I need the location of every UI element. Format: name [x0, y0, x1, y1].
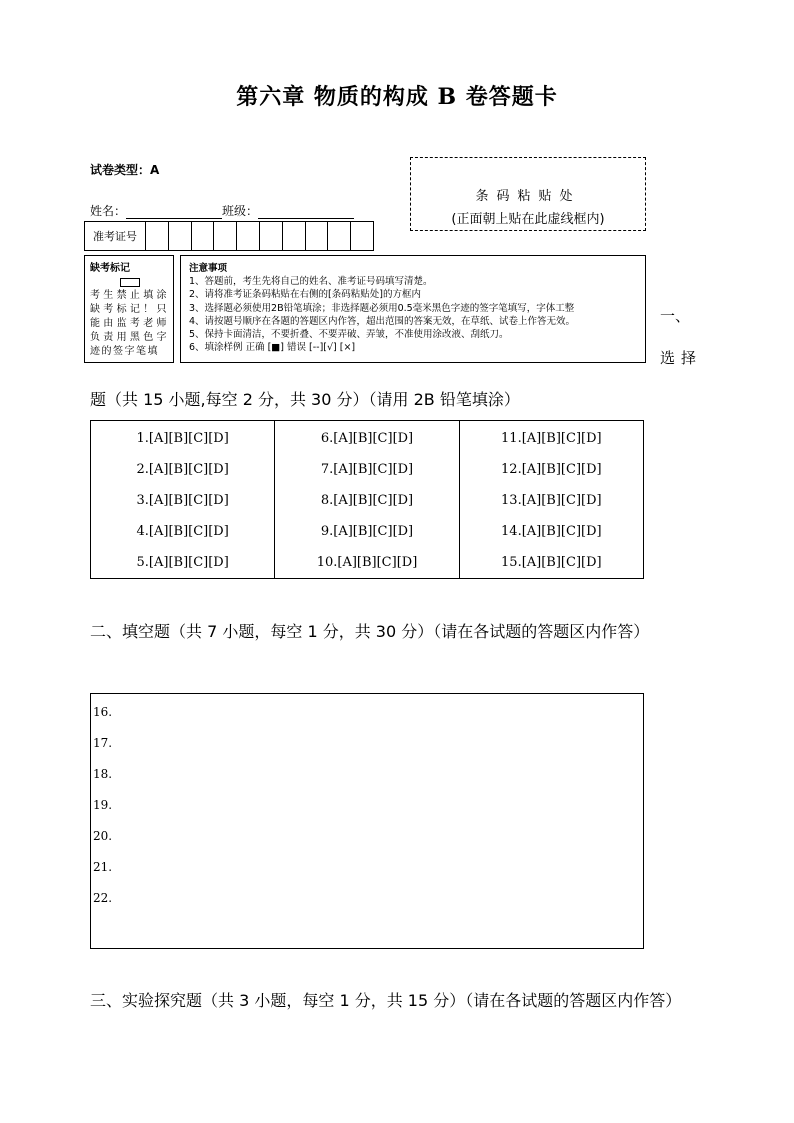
choice-item[interactable]: 11.[A][B][C][D] — [501, 431, 602, 446]
notes-heading: 注意事项 — [189, 263, 228, 274]
section2-heading: 二、填空题（共 7 小题，每空 1 分，共 30 分）（请在各试题的答题区内作答） — [90, 622, 650, 641]
fill-answer-box[interactable] — [90, 693, 644, 949]
exam-number-label: 准考证号 — [85, 222, 146, 250]
notes-line: 3、选择题必须使用2B铅笔填涂；非选择题必须用0.5毫米黑色字迹的签字笔填写，字体工整 — [189, 302, 575, 314]
exam-number-cell[interactable] — [214, 222, 237, 250]
barcode-hint: (正面朝上贴在此虚线框内) — [451, 212, 605, 227]
exam-number-cell[interactable] — [260, 222, 283, 250]
fill-item: 21. — [93, 860, 113, 874]
class-label: 班级： — [222, 204, 259, 218]
fill-item: 22. — [93, 891, 113, 905]
choice-column — [91, 421, 275, 578]
choice-item[interactable]: 1.[A][B][C][D] — [136, 431, 229, 446]
name-field[interactable] — [126, 206, 222, 219]
exam-number-cell[interactable] — [192, 222, 215, 250]
choice-column — [460, 421, 643, 578]
name-class-line — [90, 202, 354, 219]
choice-item[interactable]: 15.[A][B][C][D] — [501, 555, 602, 570]
choice-item[interactable]: 3.[A][B][C][D] — [136, 493, 229, 508]
exam-number-cell[interactable] — [237, 222, 260, 250]
paper-type: 试卷类型：A — [90, 163, 160, 177]
choice-item[interactable]: 14.[A][B][C][D] — [501, 524, 602, 539]
barcode-title: 条码粘贴处 — [475, 189, 581, 204]
notes-line: 2、请将准考证条码粘贴在右侧的[条码粘贴处]的方框内 — [189, 289, 421, 301]
notes-box — [180, 255, 646, 363]
notes-line: 1、答题前，考生先将自己的姓名、准考证号码填写清楚。 — [189, 276, 433, 288]
exam-number-cell[interactable] — [328, 222, 351, 250]
choice-item[interactable]: 7.[A][B][C][D] — [320, 462, 414, 477]
section1-title-rest: 题（共 15 小题,每空 2 分，共 30 分）（请用 2B 铅笔填涂） — [90, 390, 520, 409]
section3-heading: 三、实验探究题（共 3 小题，每空 1 分，共 15 分）（请在各试题的答题区内作答） — [90, 991, 682, 1010]
section1-title-start: 选择 — [660, 349, 703, 367]
exam-number-cell[interactable] — [351, 222, 373, 250]
absent-heading: 缺考标记 — [90, 263, 130, 274]
absent-description: 考生禁止填涂缺考标记！只能由监考老师负责用黑色字迹的签字笔填 — [90, 290, 168, 357]
fill-item: 18. — [93, 767, 113, 781]
fill-item: 17. — [93, 736, 113, 750]
name-label: 姓名： — [90, 204, 127, 218]
choice-item[interactable]: 5.[A][B][C][D] — [136, 555, 229, 570]
choice-item[interactable]: 4.[A][B][C][D] — [136, 524, 229, 539]
choice-item[interactable]: 8.[A][B][C][D] — [320, 493, 414, 508]
section1-number: 一、 — [660, 307, 691, 325]
choice-item[interactable]: 9.[A][B][C][D] — [320, 524, 414, 539]
exam-number-cell[interactable] — [283, 222, 306, 250]
class-field[interactable] — [258, 206, 354, 219]
notes-line: 6、填涂样例 正确 [■] 错误 [--][√] [×] — [189, 342, 356, 354]
exam-number-cell[interactable] — [306, 222, 329, 250]
absent-checkbox[interactable] — [120, 278, 140, 287]
notes-line: 4、请按题号顺序在各题的答题区内作答，超出范围的答案无效，在草纸、试卷上作答无效。 — [189, 315, 576, 327]
choice-item[interactable]: 12.[A][B][C][D] — [501, 462, 602, 477]
choice-answer-table — [90, 420, 644, 579]
exam-number-cell[interactable] — [169, 222, 192, 250]
fill-item: 16. — [93, 705, 113, 719]
notes-line: 5、保持卡面清洁，不要折叠、不要弄破、弄皱，不准使用涂改液、刮纸刀。 — [189, 329, 509, 341]
choice-column — [275, 421, 459, 578]
choice-item[interactable]: 13.[A][B][C][D] — [501, 493, 602, 508]
choice-item[interactable]: 6.[A][B][C][D] — [320, 431, 414, 446]
fill-item: 20. — [93, 829, 113, 843]
absent-mark-box — [84, 255, 174, 363]
exam-number-grid — [84, 221, 374, 251]
barcode-area — [410, 157, 646, 231]
fill-item: 19. — [93, 798, 113, 812]
page-title: 第六章 物质的构成 B 卷答题卡 — [236, 84, 558, 110]
choice-item[interactable]: 2.[A][B][C][D] — [136, 462, 229, 477]
exam-number-cell[interactable] — [146, 222, 169, 250]
choice-item[interactable]: 10.[A][B][C][D] — [316, 555, 418, 570]
